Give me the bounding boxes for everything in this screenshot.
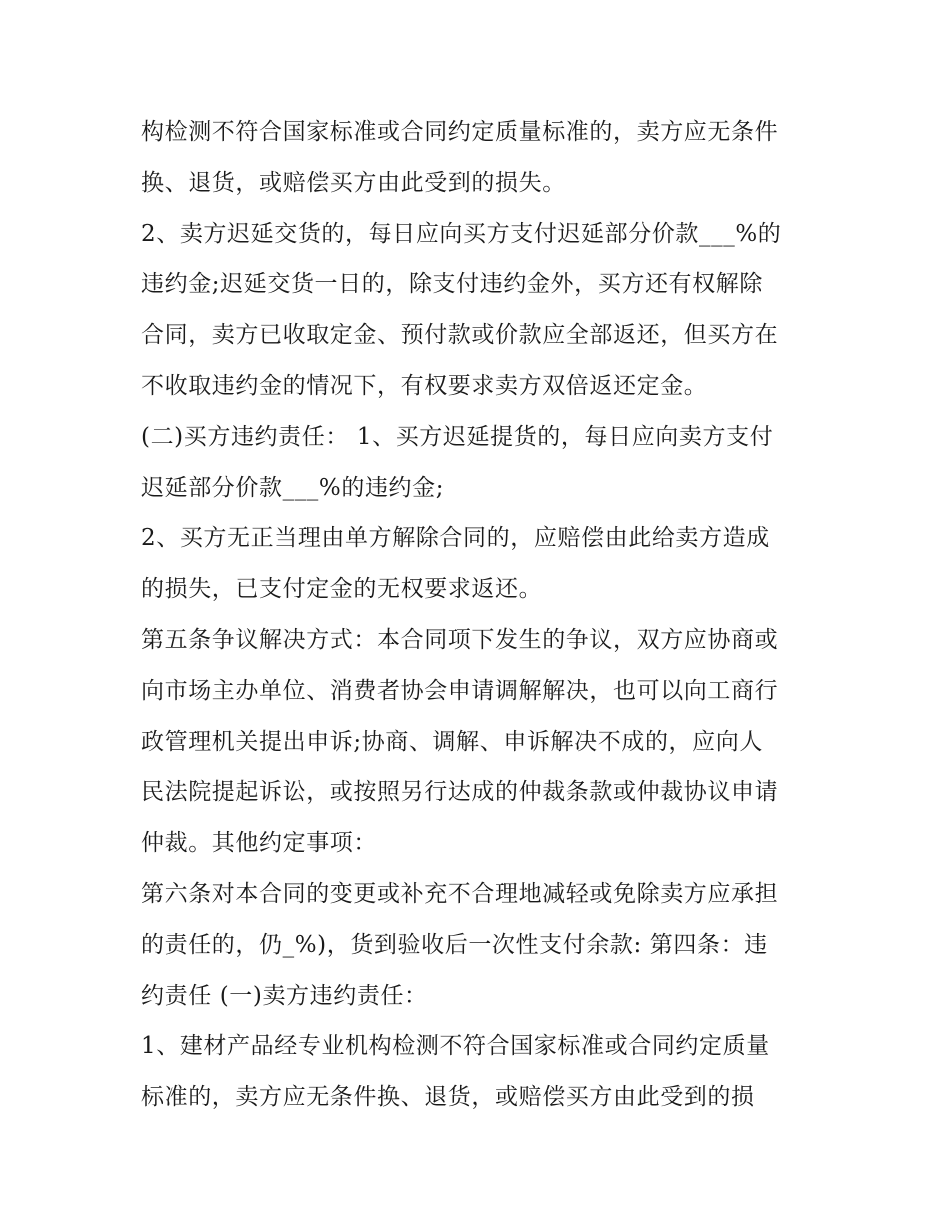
text-line: 换、退货，或赔偿买方由此受到的损失。 xyxy=(141,169,566,196)
document-body xyxy=(141,107,821,1123)
text-line: 标准的，卖方应无条件换、退货，或赔偿买方由此受到的损 xyxy=(141,1084,755,1111)
text-line: 第六条对本合同的变更或补充不合理地减轻或免除卖方应承担 xyxy=(141,880,779,907)
text-line: 1、建材产品经专业机构检测不符合国家标准或合同约定质量 xyxy=(141,1033,770,1060)
text-line: (二)买方违约责任： 1、买方迟延提货的，每日应向卖方支付 xyxy=(141,423,774,450)
text-line: 仲裁。其他约定事项： xyxy=(141,830,377,857)
text-line: 的责任的，仍_%)，货到验收后一次性支付余款: 第四条：违 xyxy=(141,931,768,958)
text-line: 政管理机关提出申诉;协商、调解、申诉解决不成的，应向人 xyxy=(141,728,763,755)
text-line: 合同，卖方已收取定金、预付款或价款应全部返还，但买方在 xyxy=(141,322,779,349)
text-line: 第五条争议解决方式：本合同项下发生的争议，双方应协商或 xyxy=(141,626,779,653)
text-line: 2、卖方迟延交货的，每日应向买方支付迟延部分价款___%的 xyxy=(141,220,782,247)
text-line: 民法院提起诉讼，或按照另行达成的仲裁条款或仲裁协议申请 xyxy=(141,779,779,806)
text-line: 向市场主办单位、消费者协会申请调解解决，也可以向工商行 xyxy=(141,677,779,704)
text-line: 迟延部分价款___%的违约金; xyxy=(141,474,445,501)
text-line: 违约金;迟延交货一日的，除支付违约金外，买方还有权解除 xyxy=(141,271,763,298)
text-line: 2、买方无正当理由单方解除合同的，应赔偿由此给卖方造成 xyxy=(141,525,770,552)
text-line: 的损失，已支付定金的无权要求返还。 xyxy=(141,576,543,603)
text-line: 不收取违约金的情况下，有权要求卖方双倍返还定金。 xyxy=(141,372,708,399)
text-line: 约责任 (一)卖方违约责任： xyxy=(141,982,428,1009)
text-line: 构检测不符合国家标准或合同约定质量标准的，卖方应无条件 xyxy=(141,119,779,145)
